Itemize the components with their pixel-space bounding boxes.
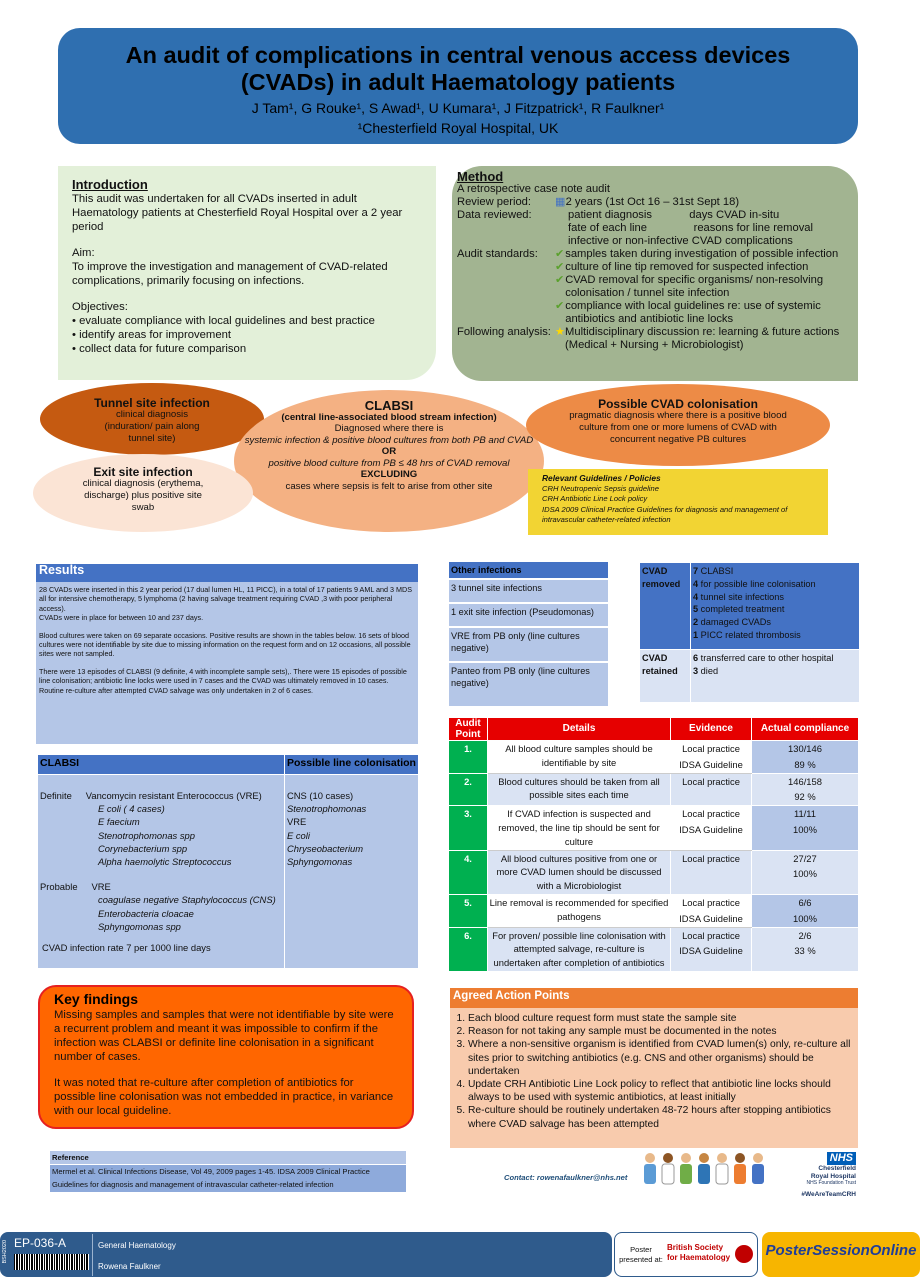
results-text: There were 13 episodes of CLABSI (9 definite, 4 with incomplete sample sets),. There were 15 episodes of possible line colonisation; antibiotic line locks were used in 7 cases and the CVAD was ultimately removed in 10 cases. Routine re-culture after attempted CVAD salvage was only undertaken in 2 of 6 cases. xyxy=(39,666,407,695)
results-text: CVADs were in place for between 10 and 237 days. xyxy=(39,613,204,623)
divider xyxy=(92,1234,93,1276)
reason: tunnel site infections xyxy=(698,591,784,602)
audit-evidence xyxy=(671,806,752,850)
standard-item: CVAD removal for specific organisms/ non-resolving colonisation / tunnel site infection xyxy=(565,274,824,299)
check-icon: ✔ xyxy=(555,300,565,312)
calendar-icon: ▦ xyxy=(555,196,566,208)
star-icon: ★ xyxy=(555,326,566,338)
cvad-retained-label: CVAD retained xyxy=(642,653,678,676)
compliance-value: 33 % xyxy=(794,945,816,957)
colonisation-item: Chryseobacterium xyxy=(287,842,364,854)
cvad-removed-list xyxy=(690,563,859,649)
cvad-retained-item xyxy=(693,652,857,665)
evidence-item: IDSA Guideline xyxy=(679,758,743,770)
infection-rate: CVAD infection rate 7 per 1000 line days xyxy=(42,942,211,954)
reason: CLABSI xyxy=(698,566,734,576)
poster-session-online-logo: PosterSessionOnline xyxy=(762,1232,920,1277)
audit-header: Actual compliance xyxy=(752,718,859,741)
reason: damaged CVADs xyxy=(698,617,771,628)
reason: PICC related thrombosis xyxy=(698,629,801,640)
audit-header: Audit Point xyxy=(449,718,488,741)
colonisation-column-header: Possible line colonisation xyxy=(285,755,418,775)
footer-vertical-id: BSH2020 xyxy=(2,1240,8,1264)
action-item: 2. Reason for not taking any sample must be documented in the notes xyxy=(468,1025,858,1038)
standard-item: samples taken during investigation of possible infection xyxy=(565,248,839,260)
audit-row xyxy=(449,741,859,774)
compliance-value: 89 % xyxy=(794,758,816,770)
compliance-value: 27/27 xyxy=(793,852,817,864)
presented-at-box xyxy=(614,1232,758,1277)
objectives-label: Objectives: xyxy=(72,301,128,313)
other-infections-header: Other infections xyxy=(449,562,608,580)
audit-details: If CVAD infection is suspected and removed, the line tip should be sent for culture xyxy=(488,806,671,850)
count: 3 xyxy=(693,665,699,676)
clabsi-subtitle: (central line-associated blood stream infection) xyxy=(281,411,497,423)
organism-item: Stenotrophomonas spp xyxy=(98,829,195,841)
cvad-removed-item xyxy=(693,578,857,591)
count: 4 xyxy=(693,578,699,589)
tunnel-text: clinical diagnosis (induration/ pain along tunnel site) xyxy=(104,409,200,444)
method-heading: Method xyxy=(457,169,504,184)
colonisation-item: Sphyngomonas xyxy=(287,856,353,868)
other-infections-table xyxy=(449,562,608,708)
audit-details: For proven/ possible line colonisation with attempted salvage, re-culture is undertaken after completion of antibiotics xyxy=(488,927,671,971)
method-box xyxy=(452,166,858,381)
count: 7 xyxy=(693,566,699,576)
clabsi-ellipse xyxy=(234,390,544,532)
audit-point-number: 3. xyxy=(449,806,488,850)
title-line2: (CVADs) in adult Haematology patients xyxy=(240,69,676,95)
authors: J Tam¹, G Rouke¹, S Awad¹, U Kumara¹, J Fitzpatrick¹, R Faulkner¹ xyxy=(251,100,665,116)
audit-point-number: 6. xyxy=(449,927,488,971)
cvad-removed-item xyxy=(693,565,857,578)
guidelines-heading: Relevant Guidelines / Policies xyxy=(542,473,661,483)
clabsi-text: cases where sepsis is felt to arise from other site xyxy=(285,480,493,492)
audit-evidence xyxy=(671,894,752,927)
nhs-text: Royal Hospital xyxy=(810,1172,856,1180)
audit-evidence xyxy=(671,927,752,971)
bsh-logo-icon xyxy=(735,1245,753,1263)
cvad-retained-item xyxy=(693,665,857,678)
audit-row xyxy=(449,894,859,927)
clabsi-text: positive blood culture from PB ≤ 48 hrs of CVAD removal xyxy=(268,457,510,469)
clabsi-title: CLABSI xyxy=(364,398,414,413)
count: 4 xyxy=(693,591,699,602)
other-infection-row: VRE from PB only (line cultures negative) xyxy=(449,628,608,663)
exit-text: clinical diagnosis (erythema, discharge) plus positive site swab xyxy=(82,478,204,513)
reason: for possible line colonisation xyxy=(698,578,816,589)
audit-point-number: 1. xyxy=(449,741,488,774)
audit-header: Evidence xyxy=(671,718,752,741)
clabsi-column-header: CLABSI xyxy=(38,755,284,775)
compliance-value: 146/158 xyxy=(788,775,822,787)
clabsi-excluding: EXCLUDING xyxy=(360,469,418,480)
audit-compliance xyxy=(752,773,859,806)
tunnel-infection-ellipse xyxy=(40,383,264,455)
nhs-badge: NHS xyxy=(827,1152,856,1165)
action-item: 1. Each blood culture request form must state the sample site xyxy=(468,1012,858,1025)
objective-item: • evaluate compliance with local guidelines and best practice xyxy=(72,315,375,327)
organism-item: VRE xyxy=(91,881,111,893)
cvad-removed-item xyxy=(693,629,857,642)
evidence-item: Local practice xyxy=(682,743,740,754)
evidence-item: IDSA Guideline xyxy=(679,945,743,957)
guideline-item: CRH Neutropenic Sepsis guideline xyxy=(542,483,659,493)
barcode xyxy=(14,1254,89,1270)
intro-text: This audit was undertaken for all CVADs inserted in adult Haematology patients at Chesterfield Royal Hospital over a 2 year period xyxy=(72,193,403,233)
reason: transferred care to other hospital xyxy=(698,653,834,663)
audit-compliance xyxy=(752,927,859,971)
probable-label: Probable xyxy=(40,881,78,893)
guideline-item: IDSA 2009 Clinical Practice Guidelines for diagnosis and management of intravascular catheter-related infection xyxy=(542,504,788,524)
compliance-value: 130/146 xyxy=(788,743,822,754)
data-item: patient diagnosis days CVAD in-situ xyxy=(568,209,780,221)
nhs-text: NHS Foundation Trust xyxy=(806,1180,856,1186)
audit-point-number: 4. xyxy=(449,850,488,894)
presented-at-label: Poster presented at: xyxy=(619,1245,663,1264)
guidelines-note xyxy=(528,469,828,535)
check-icon: ✔ xyxy=(555,261,565,273)
cvad-removed-item xyxy=(693,591,857,604)
action-item: 5. Re-culture should be routinely undertaken 48-72 hours after stopping antibiotics where CVAD salvage has been attempted xyxy=(468,1104,858,1130)
title-line1: An audit of complications in central venous access devices xyxy=(125,42,791,68)
audit-row xyxy=(449,773,859,806)
audit-point-number: 5. xyxy=(449,894,488,927)
reason: died xyxy=(698,665,719,676)
audit-standards-label: Audit standards: xyxy=(457,248,538,260)
affiliation: ¹Chesterfield Royal Hospital, UK xyxy=(357,120,559,136)
colonisation-text: pragmatic diagnosis where there is a positive blood culture from one or more lumens of CVAD with concurrent negative PB cultures xyxy=(569,410,787,445)
objective-item: • identify areas for improvement xyxy=(72,329,232,341)
compliance-value: 11/11 xyxy=(793,808,817,820)
following-value: Multidisciplinary discussion re: learning & future actions (Medical + Nursing + Microbiologist) xyxy=(565,326,840,351)
compliance-value: 2/6 xyxy=(798,929,812,941)
colonisation-ellipse xyxy=(526,384,830,466)
aim-label: Aim: xyxy=(72,247,95,259)
audit-evidence xyxy=(671,741,752,774)
title-banner xyxy=(58,28,858,144)
reference-heading: Reference xyxy=(50,1151,406,1165)
following-label: Following analysis: xyxy=(457,326,551,338)
standard-item: compliance with local guidelines re: use of systemic antibiotics and antibiotic line locks xyxy=(565,300,821,325)
nhs-logo xyxy=(780,1152,856,1200)
exit-title: Exit site infection xyxy=(93,465,193,479)
audit-row xyxy=(449,927,859,971)
review-value: 2 years (1st Oct 16 – 31st Sept 18) xyxy=(565,196,740,208)
organism-item: E faecium xyxy=(98,816,140,828)
organism-item: Enterobacteria cloacae xyxy=(98,907,194,919)
introduction-box xyxy=(58,166,436,380)
poster-category: General Haematology xyxy=(98,1241,176,1250)
compliance-value: 100% xyxy=(793,823,817,835)
colonisation-item: VRE xyxy=(287,816,307,828)
objective-item: • collect data for future comparison xyxy=(72,343,247,355)
results-text: Blood cultures were taken on 69 separate occasions. Positive results are shown in the tables below. 16 sets of blood cultures were not identifiable by site due to missing information on the request form and on 12 occasions, all possible sites were not sampled. xyxy=(39,630,411,659)
organism-item: Sphyngomonas spp xyxy=(98,920,181,932)
count: 1 xyxy=(693,629,699,640)
evidence-item: Local practice xyxy=(682,808,740,820)
results-heading: Results xyxy=(36,564,418,582)
staff-illustration xyxy=(640,1150,776,1192)
audit-evidence xyxy=(671,773,752,806)
audit-header: Details xyxy=(488,718,671,741)
cvad-outcome-table xyxy=(640,563,859,702)
cvad-removed-item xyxy=(693,616,857,629)
nhs-text: Chesterfield xyxy=(818,1165,856,1172)
check-icon: ✔ xyxy=(555,274,565,286)
action-item: 4. Update CRH Antibiotic Line Lock policy to reflect that antibiotic line locks should always to be used with systemic antibiotics, at least initially xyxy=(468,1078,858,1104)
audit-details: Line removal is recommended for specified pathogens xyxy=(488,894,671,927)
tunnel-title: Tunnel site infection xyxy=(94,396,210,410)
audit-details: All blood culture samples should be identifiable by site xyxy=(488,741,671,774)
data-item: infective or non-infective CVAD complications xyxy=(568,235,793,247)
audit-compliance xyxy=(752,741,859,774)
bsh-logo-text: British Society for Haematology xyxy=(667,1243,731,1262)
other-infection-row: 3 tunnel site infections xyxy=(449,580,608,604)
audit-row xyxy=(449,806,859,850)
evidence-item: Local practice xyxy=(682,896,740,908)
poster-author: Rowena Faulkner xyxy=(98,1262,161,1271)
reason: completed treatment xyxy=(698,604,785,615)
agreed-actions-heading: Agreed Action Points xyxy=(450,988,858,1008)
review-label: Review period: xyxy=(457,196,531,208)
organism-item: Alpha haemolytic Streptococcus xyxy=(98,856,232,868)
evidence-item: IDSA Guideline xyxy=(679,823,743,835)
audit-details: All blood cultures positive from one or more CVAD lumen should be discussed with a Microbiologist xyxy=(488,850,671,894)
organisms-table xyxy=(38,755,418,968)
aim-text: To improve the investigation and management of CVAD-related complications, primarily focusing on infections. xyxy=(72,261,388,287)
count: 6 xyxy=(693,653,699,663)
compliance-value: 6/6 xyxy=(798,896,812,908)
compliance-value: 100% xyxy=(793,912,817,924)
audit-row xyxy=(449,850,859,894)
exit-infection-ellipse xyxy=(33,454,253,532)
audit-compliance xyxy=(752,850,859,894)
person-icon xyxy=(644,1153,764,1184)
agreed-actions-box xyxy=(450,988,858,1148)
audit-compliance xyxy=(752,894,859,927)
clabsi-text: systemic infection & positive blood cultures from both PB and CVAD xyxy=(244,434,534,446)
key-findings-heading: Key findings xyxy=(54,991,139,1007)
key-findings-box xyxy=(38,985,414,1129)
reference-text: Mermel et al. Clinical Infections Disease, Vol 49, 2009 pages 1-45. IDSA 2009 Clinical Practice Guidelines for diagnosis and management of intravascular catheter-related infection xyxy=(52,1167,370,1189)
results-text: 28 CVADs were inserted in this 2 year period (17 dual lumen HL, 11 PICC), in a total of 17 patients 9 AML and 3 MDS all for intensive chemotherapy, 5 lymphoma (2 having salvage treatment requiring CVAD ,3 with poor peripheral access). xyxy=(39,585,413,613)
poster-code: EP-036-A xyxy=(14,1236,67,1250)
guideline-item: CRH Antibiotic Line Lock policy xyxy=(542,494,648,503)
cvad-removed-label: CVAD removed xyxy=(642,566,681,589)
organism-item: Vancomycin resistant Enterococcus (VRE) xyxy=(85,790,262,801)
audit-compliance xyxy=(752,806,859,850)
contact-email[interactable]: Contact: rowenafaulkner@nhs.net xyxy=(504,1173,628,1182)
evidence-item: Local practice xyxy=(682,775,740,787)
audit-point-number: 2. xyxy=(449,773,488,806)
colonisation-title: Possible CVAD colonisation xyxy=(598,397,758,411)
key-findings-text: It was noted that re-culture after completion of antibiotics for possible line colonisation was not embedded in practice, in variance with our local guideline. xyxy=(54,1077,394,1117)
clabsi-or: OR xyxy=(381,446,397,457)
definite-label: Definite xyxy=(40,790,72,801)
nhs-text: #WeAreTeamCRH xyxy=(801,1190,856,1198)
method-line: A retrospective case note audit xyxy=(457,183,610,195)
colonisation-item: E coli xyxy=(287,829,310,841)
evidence-item: Local practice xyxy=(682,852,740,864)
evidence-item: IDSA Guideline xyxy=(679,912,743,924)
cvad-retained-list xyxy=(690,650,859,702)
evidence-item: Local practice xyxy=(682,929,740,941)
audit-evidence xyxy=(671,850,752,894)
organism-item: coagulase negative Staphylococcus (CNS) xyxy=(98,894,276,906)
colonisation-item: CNS (10 cases) xyxy=(287,790,354,801)
cvad-removed-item xyxy=(693,603,857,616)
data-label: Data reviewed: xyxy=(457,209,532,221)
other-infection-row: 1 exit site infection (Pseudomonas) xyxy=(449,604,608,628)
results-box xyxy=(36,564,418,744)
check-icon: ✔ xyxy=(555,248,565,260)
compliance-value: 100% xyxy=(793,868,817,880)
clabsi-text: Diagnosed where there is xyxy=(334,423,444,434)
organism-item: Corynebacterium spp xyxy=(98,842,188,854)
colonisation-item: Stenotrophomonas xyxy=(287,803,367,815)
count: 5 xyxy=(693,604,699,615)
count: 2 xyxy=(693,617,699,628)
audit-table xyxy=(448,717,859,972)
action-item: 3. Where a non-sensitive organism is identified from CVAD lumen(s) only, re-culture all sites prior to switching antibiotics (e.g. CNS and other organisms) should be undertaken xyxy=(468,1038,858,1078)
standard-item: culture of line tip removed for suspected infection xyxy=(565,261,809,273)
data-item: fate of each line reasons for line removal xyxy=(568,222,813,234)
key-findings-text: Missing samples and samples that were not identifiable by site were a recurrent problem and meant it was impossible to confirm if the infection was CLABSI or definite line colonisation in a significant number of cases. xyxy=(54,1009,394,1063)
reference-box xyxy=(50,1151,406,1192)
intro-heading: Introduction xyxy=(72,177,148,192)
compliance-value: 92 % xyxy=(794,791,816,803)
organism-item: E coli ( 4 cases) xyxy=(98,803,165,815)
other-infection-row: Panteo from PB only (line cultures negative) xyxy=(449,663,608,708)
audit-details: Blood cultures should be taken from all possible sites each time xyxy=(488,773,671,806)
